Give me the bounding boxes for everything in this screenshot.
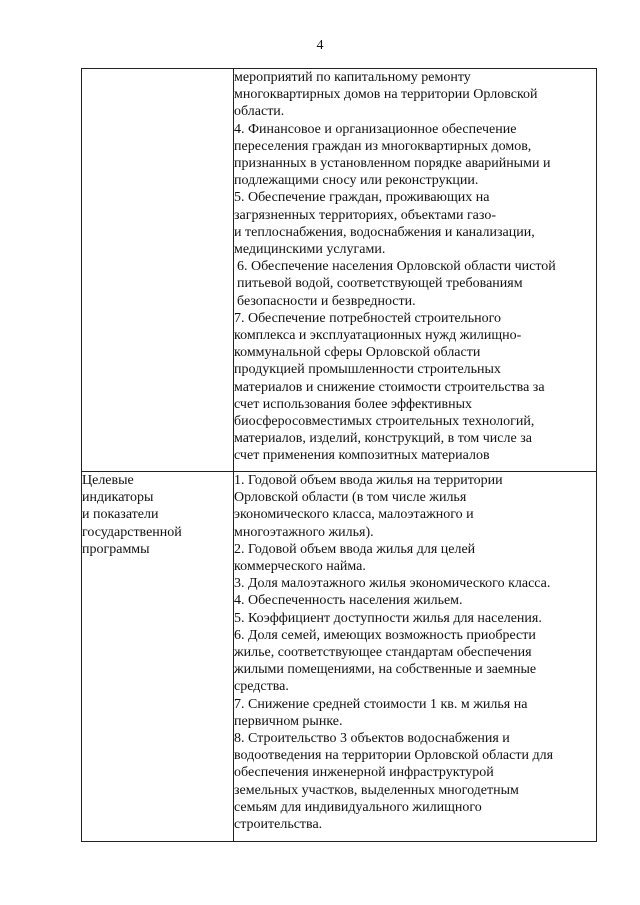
text-line: 8. Строительство 3 объектов водоснабжения и	[234, 731, 510, 747]
text-line: подлежащими сносу или реконструкции.	[234, 173, 479, 189]
row-label-line: индикаторы	[82, 490, 154, 506]
page-number: 4	[316, 38, 324, 53]
text-line: водоотведения на территории Орловской области для	[234, 748, 554, 764]
text-line: 5. Коэффициент доступности жилья для населения.	[234, 610, 542, 626]
text-line: 7. Снижение средней стоимости 1 кв. м жилья на	[234, 696, 528, 712]
text-line: 4. Финансовое и организационное обеспечение	[234, 121, 517, 137]
text-line: комплекса и эксплуатационных нужд жилищно-	[234, 328, 522, 344]
text-line: продукцией промышленности строительных	[234, 362, 501, 378]
text-line: многоквартирных домов на территории Орловской	[234, 87, 538, 103]
text-line: счет использования более эффективных	[234, 396, 472, 412]
text-line: медицинскими услугами.	[234, 242, 386, 258]
text-line: обеспечения инженерной инфраструктурой	[234, 765, 494, 781]
text-line: семьям для индивидуального жилищного	[234, 799, 482, 815]
text-line: признанных в установленном порядке аварийными и	[234, 156, 551, 172]
text-line: 4. Обеспеченность населения жильем.	[234, 593, 463, 609]
text-line: земельных участков, выделенных многодетным	[234, 782, 519, 798]
text-line: материалов и снижение стоимости строительства за	[234, 379, 545, 395]
text-line: строительства.	[234, 817, 323, 833]
table-row	[82, 69, 597, 472]
row-label-line: и показатели	[82, 507, 159, 523]
text-line: коммерческого найма.	[234, 559, 366, 575]
text-line: 7. Обеспечение потребностей строительного	[234, 310, 502, 326]
content-cell	[234, 472, 597, 842]
program-passport-table	[81, 68, 597, 842]
text-line: 5. Обеспечение граждан, проживающих на	[234, 190, 490, 206]
table-row	[82, 472, 597, 842]
text-line: жилье, соответствующее стандартам обеспечения	[234, 645, 532, 661]
text-line: загрязненных территориях, объектами газо-	[234, 207, 497, 223]
text-line: материалов, изделий, конструкций, в том числе за	[234, 431, 532, 447]
text-line: 3. Доля малоэтажного жилья экономического класса.	[234, 576, 551, 592]
text-line: 1. Годовой объем ввода жилья на территории	[234, 473, 503, 488]
text-line: 6. Доля семей, имеющих возможность приобрести	[234, 627, 536, 643]
row-label-line: программы	[82, 541, 150, 557]
text-line: первичном рынке.	[234, 713, 343, 729]
row-label-line: государственной	[82, 524, 182, 540]
text-line: жилыми помещениями, на собственные и заемные	[234, 662, 537, 678]
text-line: Орловской области (в том числе жилья	[234, 490, 467, 506]
label-cell	[82, 69, 234, 472]
text-line: средства.	[234, 679, 289, 695]
text-line: коммунальной сферы Орловской области	[234, 345, 481, 361]
text-line: переселения граждан из многоквартирных домов,	[234, 138, 532, 154]
content-cell	[234, 69, 597, 472]
text-line: мероприятий по капитальному ремонту	[234, 70, 471, 85]
text-line: биосферосовместимых строительных технологий,	[234, 414, 535, 430]
text-line: экономического класса, малоэтажного и	[234, 507, 474, 523]
row-label-line: Целевые	[82, 473, 134, 488]
text-line: 2. Годовой объем ввода жилья для целей	[234, 541, 476, 557]
text-line: многоэтажного жилья).	[234, 524, 374, 540]
text-line: безопасности и безвредности.	[237, 293, 416, 309]
label-cell	[82, 472, 234, 842]
text-line: области.	[234, 104, 285, 120]
text-line: питьевой водой, соответствующей требованиям	[237, 276, 523, 292]
text-line: и теплоснабжения, водоснабжения и канализации,	[234, 224, 535, 240]
text-line: 6. Обеспечение населения Орловской области чистой	[237, 259, 556, 275]
text-line: счет применения композитных материалов	[234, 448, 490, 464]
